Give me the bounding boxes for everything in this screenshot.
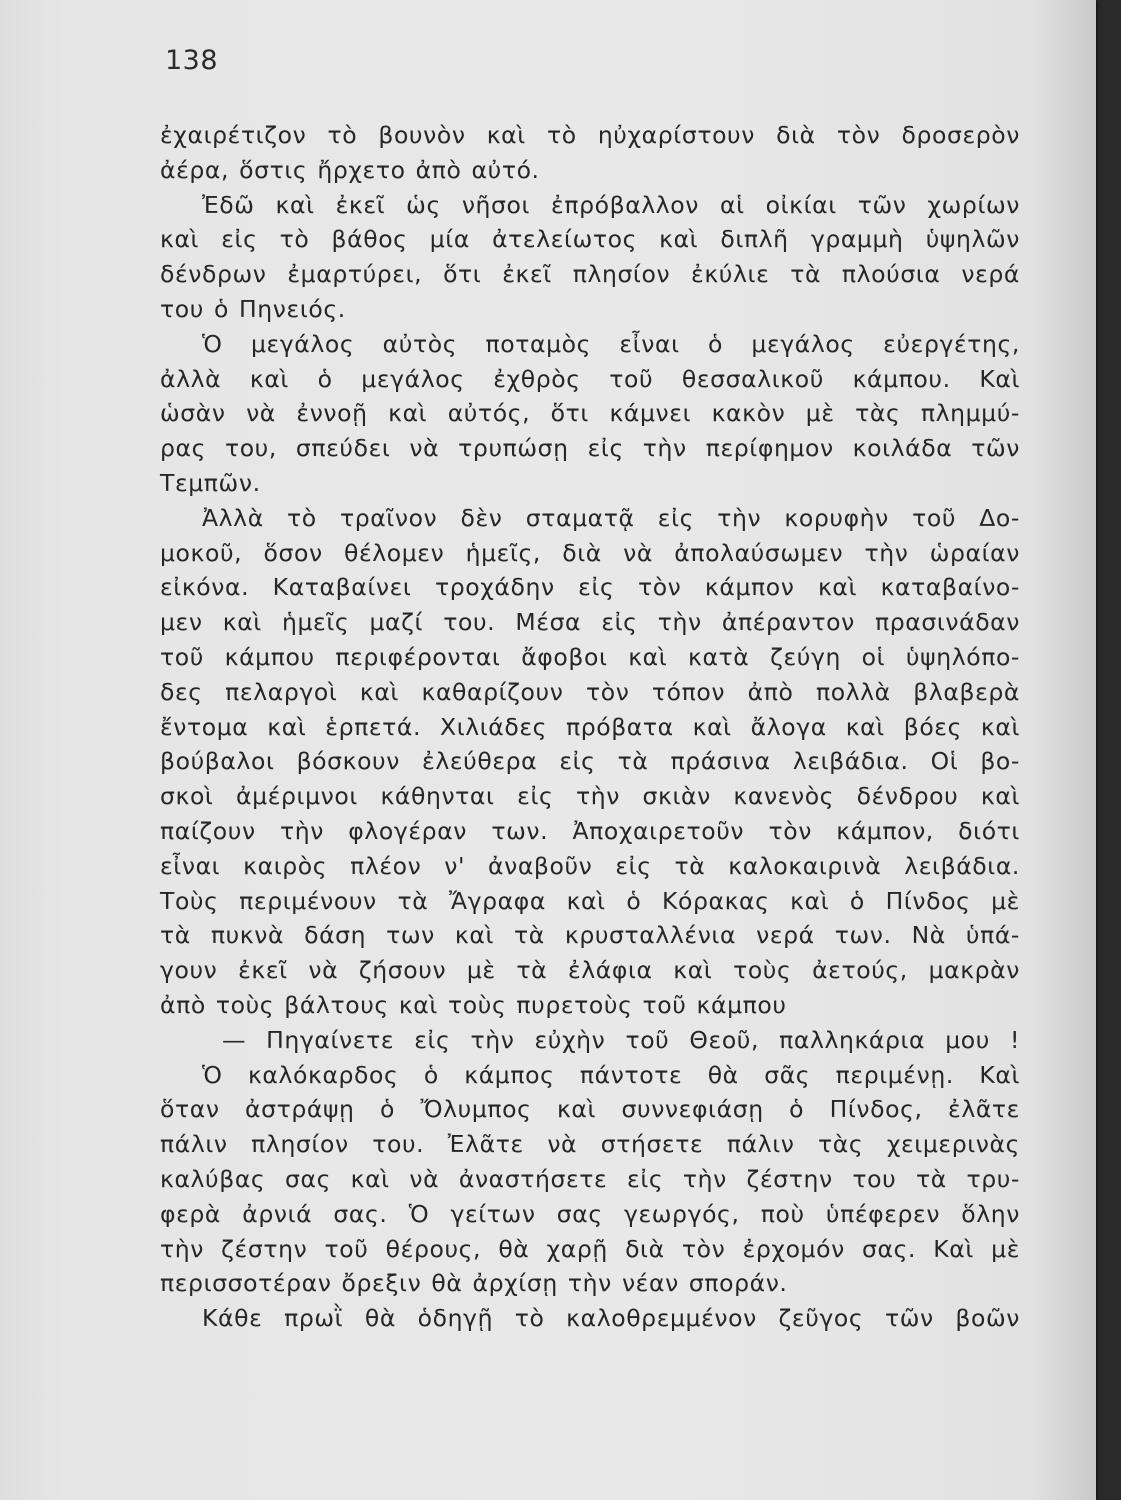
- text-line: περισσοτέραν ὄρεξιν θὰ ἀρχίσῃ τὴν νέαν σποράν.: [160, 1269, 788, 1298]
- text-line: καὶ εἰς τὸ βάθος μία ἀτελείωτος καὶ διπλῆ γραμμὴ ὑψηλῶν: [160, 225, 1020, 254]
- text-line: ὡσὰν νὰ ἐννοῇ καὶ αὐτός, ὅτι κάμνει κακὸν μὲ τὰς πλημμύ-: [160, 399, 1020, 428]
- text-line: — Πηγαίνετε εἰς τὴν εὐχὴν τοῦ Θεοῦ, παλληκάρια μου !: [222, 1025, 1020, 1054]
- text-line: ἀπὸ τοὺς βάλτους καὶ τοὺς πυρετοὺς τοῦ κάμπου: [160, 990, 787, 1019]
- text-line: δένδρων ἐμαρτύρει, ὅτι ἐκεῖ πλησίον ἐκύλιε τὰ πλούσια νερά: [160, 260, 1020, 289]
- text-line: ὅταν ἀστράψῃ ὁ Ὄλυμπος καὶ συννεφιάσῃ ὁ Πίνδος, ἐλᾶτε: [160, 1095, 1020, 1124]
- text-line: ἐχαιρέτιζον τὸ βουνὸν καὶ τὸ ηὐχαρίστουν διὰ τὸν δροσερὸν: [160, 121, 1020, 149]
- text-line: μοκοῦ, ὅσον θέλομεν ἡμεῖς, διὰ νὰ ἀπολαύσωμεν τὴν ὡραίαν: [160, 538, 1020, 567]
- text-line: γουν ἐκεῖ νὰ ζήσουν μὲ τὰ ἐλάφια καὶ τοὺς ἀετούς, μακρὰν: [160, 956, 1020, 985]
- text-line: εἶναι καιρὸς πλέον ν' ἀναβοῦν εἰς τὰ καλοκαιρινὰ λειβάδια.: [160, 851, 1020, 880]
- text-line: φερὰ ἀρνιά σας. Ὁ γείτων σας γεωργός, ποὺ ὑπέφερεν ὅλην: [160, 1199, 1020, 1228]
- text-line: πάλιν πλησίον του. Ἐλᾶτε νὰ στήσετε πάλιν τὰς χειμερινὰς: [160, 1130, 1020, 1159]
- page-number: 138: [165, 45, 219, 76]
- text-line: βούβαλοι βόσκουν ἐλεύθερα εἰς τὰ πράσινα λειβάδια. Οἱ βο-: [160, 747, 1020, 776]
- text-line: Ὁ μεγάλος αὐτὸς ποταμὸς εἶναι ὁ μεγάλος εὐεργέτης,: [202, 329, 1020, 358]
- text-line: μεν καὶ ἡμεῖς μαζί του. Μέσα εἰς τὴν ἀπέραντον πρασινάδαν: [160, 608, 1020, 637]
- text-line: Ἀλλὰ τὸ τραῖνον δὲν σταματᾷ εἰς τὴν κορυφὴν τοῦ Δο-: [202, 503, 1020, 532]
- text-line: του ὁ Πηνειός.: [160, 294, 346, 323]
- text-line: Ἐδῶ καὶ ἐκεῖ ὡς νῆσοι ἐπρόβαλλον αἱ οἰκίαι τῶν χωρίων: [202, 190, 1020, 219]
- text-line: σκοὶ ἀμέριμνοι κάθηνται εἰς τὴν σκιὰν κανενὸς δένδρου καὶ: [160, 782, 1020, 811]
- text-line: ρας του, σπεύδει νὰ τρυπώσῃ εἰς τὴν περίφημον κοιλάδα τῶν: [160, 434, 1020, 463]
- text-line: ἀλλὰ καὶ ὁ μεγάλος ἐχθρὸς τοῦ θεσσαλικοῦ κάμπου. Καὶ: [160, 364, 1020, 393]
- text-line: Ὁ καλόκαρδος ὁ κάμπος πάντοτε θὰ σᾶς περιμένῃ. Καὶ: [202, 1060, 1020, 1089]
- text-line: ἀέρα, ὅστις ἤρχετο ἀπὸ αὐτό.: [160, 155, 540, 184]
- text-line: τὴν ζέστην τοῦ θέρους, θὰ χαρῇ διὰ τὸν ἐρχομόν σας. Καὶ μὲ: [160, 1234, 1020, 1263]
- text-line: τὰ πυκνὰ δάση των καὶ τὰ κρυσταλλένια νερά των. Νὰ ὑπά-: [160, 921, 1020, 950]
- text-line: εἰκόνα. Καταβαίνει τροχάδην εἰς τὸν κάμπον καὶ καταβαίνο-: [160, 573, 1020, 602]
- text-line: Τεμπῶν.: [160, 468, 261, 497]
- text-line: δες πελαργοὶ καὶ καθαρίζουν τὸν τόπον ἀπὸ πολλὰ βλαβερὰ: [160, 677, 1020, 706]
- text-line: καλύβας σας καὶ νὰ ἀναστήσετε εἰς τὴν ζέστην του τὰ τρυ-: [160, 1164, 1020, 1193]
- text-line: Τοὺς περιμένουν τὰ Ἄγραφα καὶ ὁ Κόρακας καὶ ὁ Πίνδος μὲ: [160, 886, 1020, 915]
- text-line: τοῦ κάμπου περιφέρονται ἄφοβοι καὶ κατὰ ζεύγη οἱ ὑψηλόπο-: [160, 642, 1020, 671]
- body-text: [160, 118, 1020, 1336]
- text-line: ἔντομα καὶ ἑρπετά. Χιλιάδες πρόβατα καὶ ἄλογα καὶ βόες καὶ: [160, 712, 1020, 741]
- text-line: Κάθε πρωῒ θὰ ὁδηγῇ τὸ καλοθρεμμένον ζεῦγος τῶν βοῶν: [202, 1304, 1020, 1333]
- text-line: παίζουν τὴν φλογέραν των. Ἀποχαιρετοῦν τὸν κάμπον, διότι: [160, 816, 1020, 845]
